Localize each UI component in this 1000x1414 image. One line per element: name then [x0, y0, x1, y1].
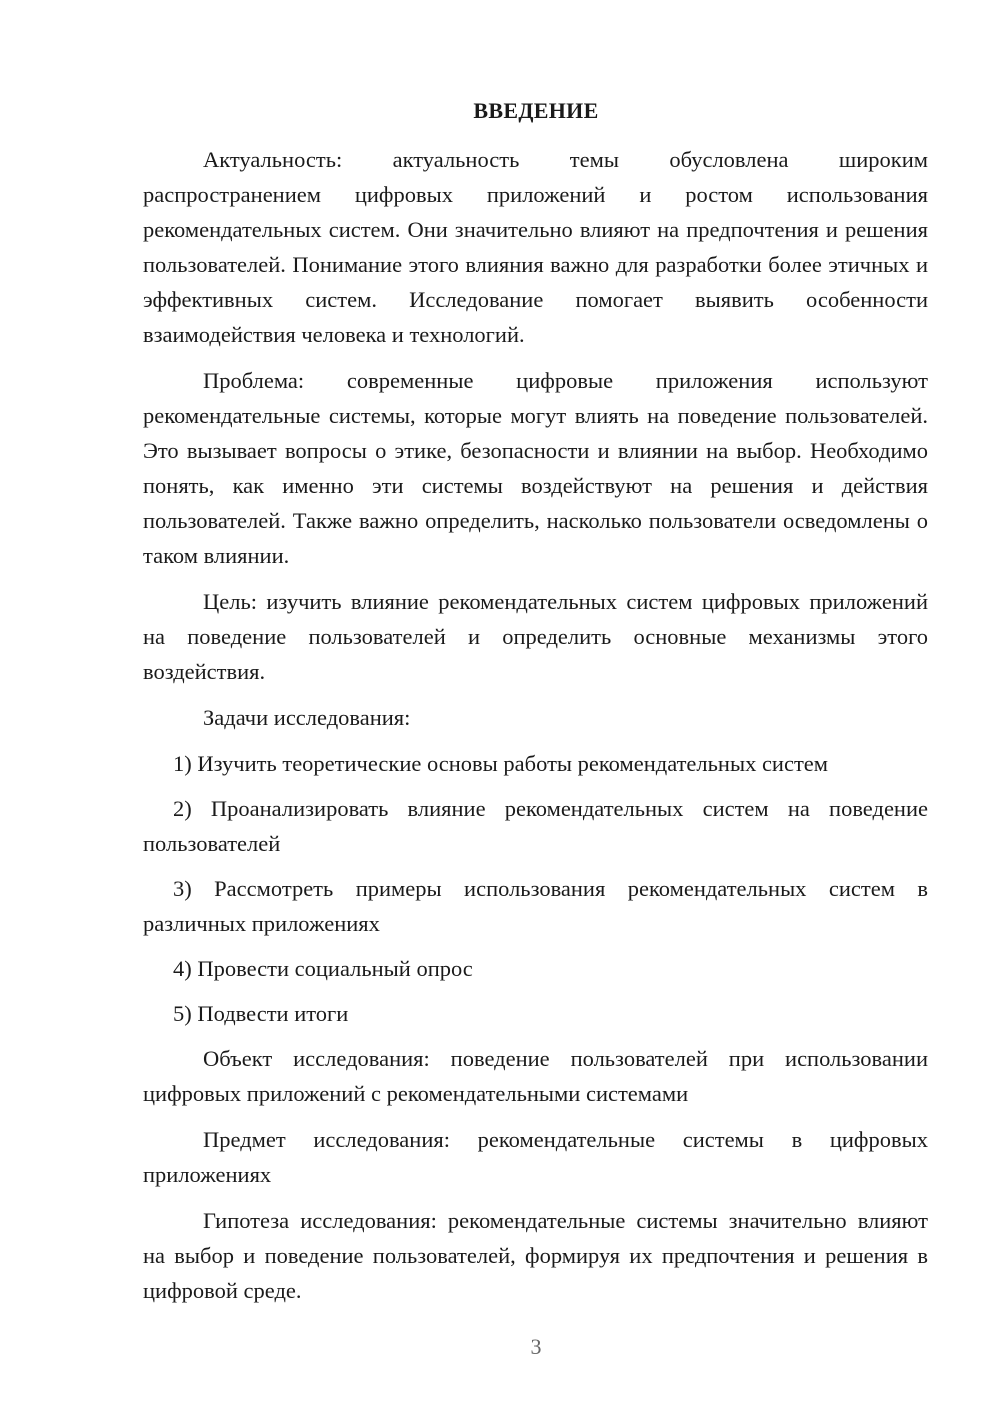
task-item-4: 4) Провести социальный опрос [173, 956, 473, 981]
paragraph-problem: Проблема: современные цифровые приложения используют рекомендательные системы, которые могут влиять на поведение пользователей. Это вызывает вопросы о этике, безопасности и влиянии на выбор. Необходимо понять, как именно эти системы воздействуют на решения и действия пользователей. Также важно определить, насколько пользователи осведомлены о таком влиянии. [143, 368, 928, 568]
task-item-2: 2) Проанализировать влияние рекомендательных систем на поведение пользователей [143, 796, 928, 856]
paragraph-goal: Цель: изучить влияние рекомендательных систем цифровых приложений на поведение пользователей и определить основные механизмы этого воздействия. [143, 589, 928, 684]
page-title: ВВЕДЕНИЕ [473, 98, 599, 123]
task-item-1: 1) Изучить теоретические основы работы рекомендательных систем [173, 751, 829, 776]
paragraph-relevance: Актуальность: актуальность темы обусловлена широким распространением цифровых приложений и ростом использования рекомендательных систем. Они значительно влияют на предпочтения и решения пользователей. Понимание этого влияния важно для разработки более этичных и эффективных систем. Исследование помогает выявить особенности взаимодействия человека и технологий. [143, 147, 928, 347]
task-item-3: 3) Рассмотреть примеры использования рекомендательных систем в различных приложениях [143, 876, 928, 936]
page-number: 3 [530, 1334, 542, 1359]
paragraph-subject: Предмет исследования: рекомендательные системы в цифровых приложениях [143, 1127, 928, 1187]
tasks-heading: Задачи исследования: [203, 705, 411, 730]
document-body [143, 142, 928, 1319]
task-item-5: 5) Подвести итоги [173, 1001, 349, 1026]
paragraph-hypothesis: Гипотеза исследования: рекомендательные системы значительно влияют на выбор и поведение пользователей, формируя их предпочтения и решения в цифровой среде. [143, 1208, 928, 1303]
paragraph-object: Объект исследования: поведение пользователей при использовании цифровых приложений с рекомендательными системами [143, 1046, 928, 1106]
